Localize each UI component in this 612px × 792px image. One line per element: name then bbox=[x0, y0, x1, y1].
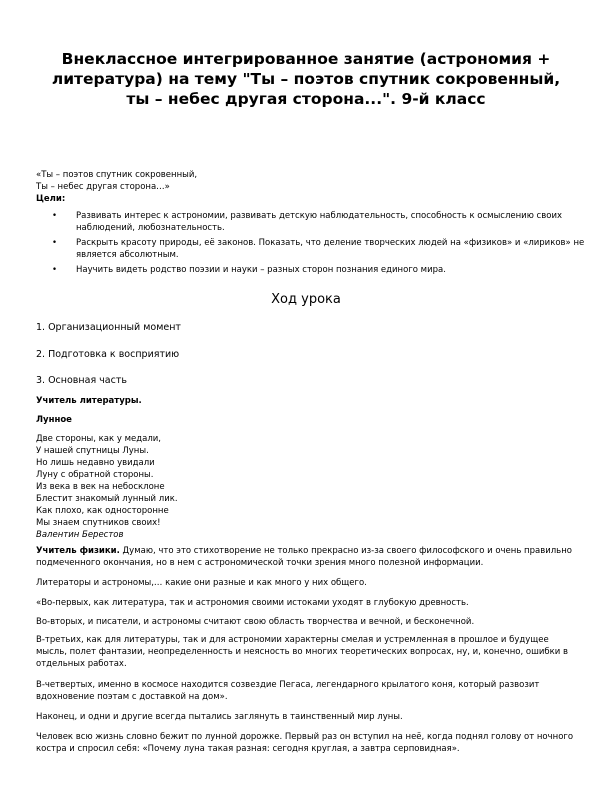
section-heading: 2. Подготовка к восприятию bbox=[36, 349, 180, 360]
goal-item: • Раскрыть красоту природы, её законов. Показать, что деление творческих людей на «физиков» и «лириков» не является абсолютным. bbox=[76, 237, 596, 261]
physics-paragraph bbox=[36, 545, 581, 569]
physics-text: Думаю, что это стихотворение не только прекрасно из-за своего философского и очень правильно подмеченного окончания, но в нем с астрономической точки зрения много полезной информации. bbox=[36, 546, 572, 568]
poem-line: Из века в век на небосклоне bbox=[36, 482, 165, 492]
poem-line: Но лишь недавно увидали bbox=[36, 458, 155, 468]
poem-author: Валентин Берестов bbox=[36, 530, 124, 540]
teacher-literature-label: Учитель литературы. bbox=[36, 396, 142, 406]
goal-item: • Научить видеть родство поэзии и науки – разных сторон познания единого мира. bbox=[76, 264, 596, 276]
paragraph: «Во-первых, как литература, так и астрономия своими истоками уходят в глубокую древность. bbox=[36, 598, 469, 608]
teacher-physics-label: Учитель физики. bbox=[36, 546, 120, 556]
section-heading: 3. Основная часть bbox=[36, 375, 127, 386]
poem-line: Две стороны, как у медали, bbox=[36, 434, 161, 444]
goals-list bbox=[36, 210, 596, 279]
paragraph: Во-вторых, и писатели, и астрономы считают свою область творчества и вечной, и бесконечной. bbox=[36, 617, 475, 627]
epigraph-line: «Ты – поэтов спутник сокровенный, bbox=[36, 170, 198, 180]
paragraph: Литераторы и астрономы,… какие они разные и как много у них общего. bbox=[36, 578, 367, 588]
poem-line: Блестит знакомый лунный лик. bbox=[36, 494, 178, 504]
poem-line: Мы знаем спутников своих! bbox=[36, 518, 161, 528]
paragraph: В-третьих, как для литературы, так и для астрономии характерны смелая и устремленная в прошлое и будущее мысль, полет фантазии, неопределенность и неясность во многих теоретических вопросах, ну, и, конечно, ошибки в отдельных работах. bbox=[36, 635, 568, 669]
epigraph bbox=[36, 169, 581, 193]
section-heading: 1. Организационный момент bbox=[36, 322, 181, 333]
poem bbox=[36, 433, 581, 541]
poem-line: У нашей спутницы Луны. bbox=[36, 446, 149, 456]
poem-title: Лунное bbox=[36, 415, 72, 425]
goals-label: Цели: bbox=[36, 194, 66, 204]
paragraph: Наконец, и одни и другие всегда пытались заглянуть в таинственный мир луны. bbox=[36, 712, 403, 722]
page-title: Внеклассное интегрированное занятие (астрономия + литература) на тему "Ты – поэтов спутник сокровенный, ты – небес другая сторона...". 9-й класс bbox=[51, 50, 561, 108]
poem-line: Как плохо, как односторонне bbox=[36, 506, 169, 516]
epigraph-line: Ты – небес другая сторона…» bbox=[36, 182, 170, 192]
goal-item: • Развивать интерес к астрономии, развивать детскую наблюдательность, способность к осмыслению своих наблюдений, любознательность. bbox=[76, 210, 596, 234]
paragraph: В-четвертых, именно в космосе находится созвездие Пегаса, легендарного крылатого коня, который развозит вдохновение поэтам с доставкой на дом». bbox=[36, 680, 540, 702]
poem-line: Луну с обратной стороны. bbox=[36, 470, 154, 480]
lesson-heading: Ход урока bbox=[271, 292, 341, 307]
paragraph: Человек всю жизнь словно бежит по лунной дорожке. Первый раз он вступил на неё, когда поднял голову от ночного костра и спросил себя: «Почему луна такая разная: сегодня круглая, а завтра серповидная». bbox=[36, 732, 574, 754]
